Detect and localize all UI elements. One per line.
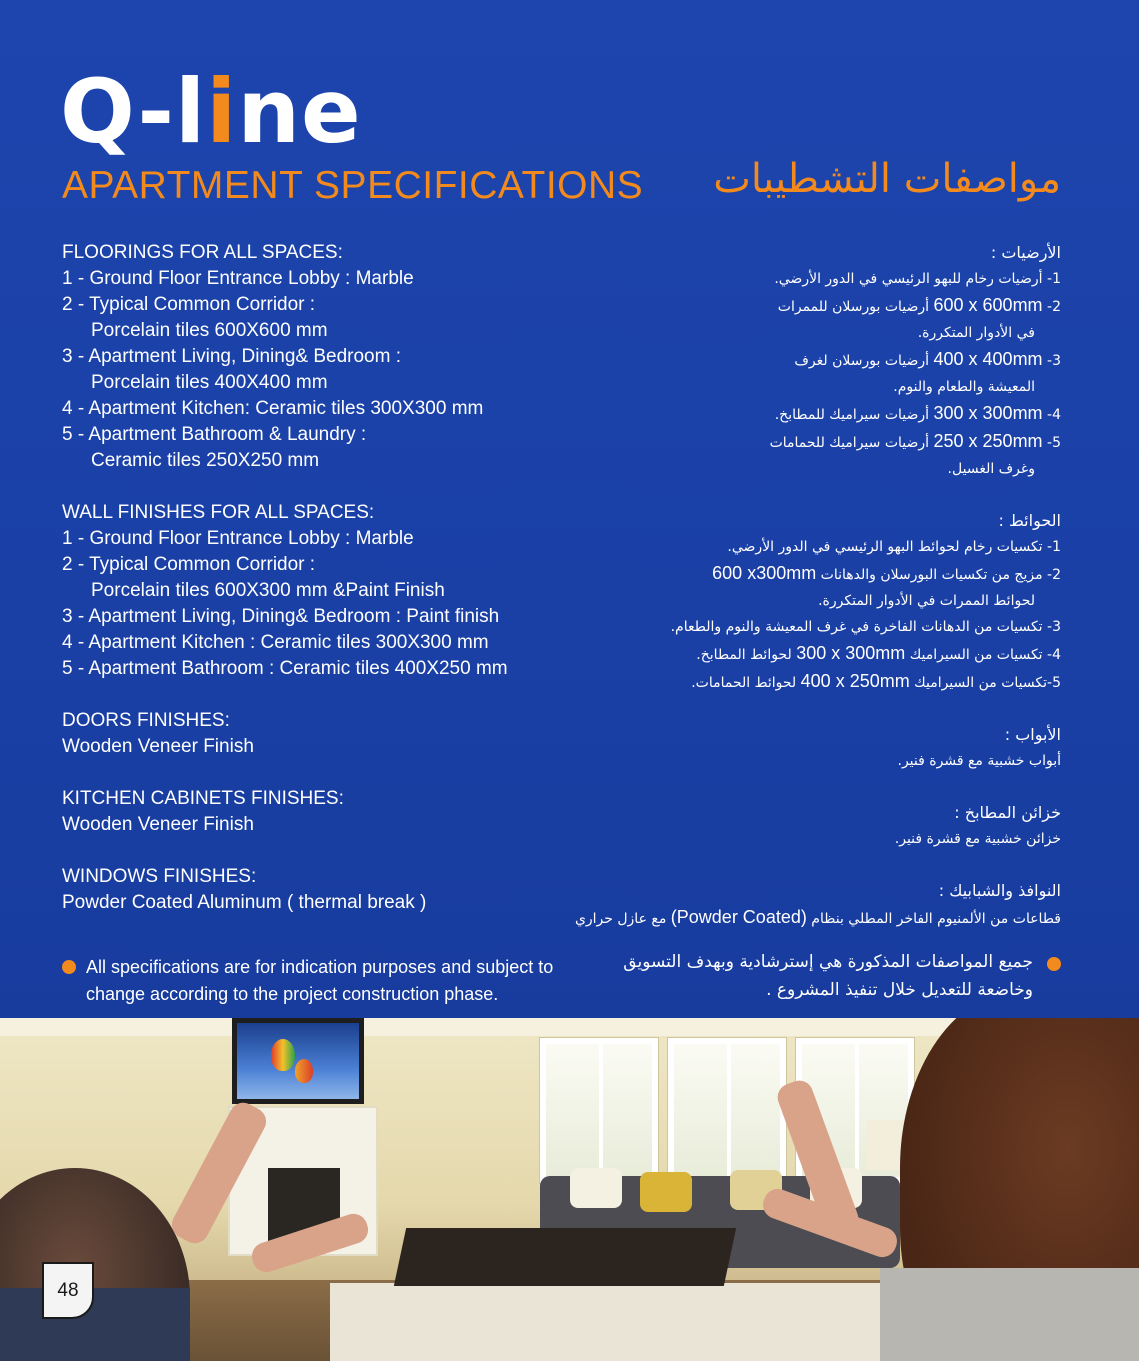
spec-line: 5 - Apartment Bathroom & Laundry : xyxy=(62,424,367,445)
spec-line-ar: 5-تكسيات من السيراميك 400 x 250mm لحوائط الحمامات. xyxy=(691,671,1061,691)
spec-line: Ceramic tiles 250X250 mm xyxy=(91,450,320,471)
spec-line: 3 - Apartment Living, Dining& Bedroom : Paint finish xyxy=(62,606,500,627)
photo-balloon xyxy=(295,1059,313,1083)
spec-line: 1 - Ground Floor Entrance Lobby : Marble xyxy=(62,528,414,549)
windows-value-ar: قطاعات من الألمنيوم الفاخر المطلي بنظام (Powder Coated) مع عازل حراري xyxy=(574,907,1061,927)
spec-line-ar: 3- تكسيات من الدهانات الفاخرة في غرف المعيشة والنوم والطعام. xyxy=(670,619,1061,635)
kitchen-value-ar: خزائن خشبية مع قشرة فنير. xyxy=(894,831,1061,847)
doors-heading: DOORS FINISHES: xyxy=(62,710,230,731)
kitchen-heading-ar: خزائن المطابخ : xyxy=(954,803,1061,822)
doors-value: Wooden Veneer Finish xyxy=(62,736,254,757)
doors-section-ar xyxy=(541,722,1061,774)
windows-heading-ar: النوافذ والشبابيك : xyxy=(938,881,1061,900)
photo-pillow xyxy=(570,1168,622,1208)
bullet-dot xyxy=(62,960,76,974)
photo-shirt-right xyxy=(880,1268,1139,1361)
spec-line-ar: 2- 600 x 600mm أرضيات بورسلان للممرات xyxy=(777,295,1061,315)
kitchen-heading: KITCHEN CABINETS FINISHES: xyxy=(62,788,344,809)
spec-line-ar: المعيشة والطعام والنوم. xyxy=(893,379,1035,395)
q-line-logo: Q-line xyxy=(60,60,362,163)
spec-line-ar: 2- مزيج من تكسيات البورسلان والدهانات 600 x300mm xyxy=(712,563,1061,583)
walls-heading-ar: الحوائط : xyxy=(998,511,1061,530)
spec-line-ar: 5- 250 x 250mm أرضيات سيراميك للحمامات xyxy=(769,431,1061,451)
specs-arabic xyxy=(541,240,1061,958)
spec-line-ar: 1- أرضيات رخام للبهو الرئيسي في الدور الأرضي. xyxy=(774,271,1061,287)
spec-line: 3 - Apartment Living, Dining& Bedroom : xyxy=(62,346,402,367)
kitchen-value: Wooden Veneer Finish xyxy=(62,814,254,835)
photo-tv xyxy=(232,1018,364,1104)
floorings-section-ar xyxy=(541,240,1061,482)
floorings-section-en xyxy=(62,240,562,474)
photo-balloon xyxy=(271,1039,295,1071)
windows-value: Powder Coated Aluminum ( thermal break ) xyxy=(62,892,427,913)
windows-section-ar xyxy=(541,878,1061,932)
spec-line-ar: 4- 300 x 300mm أرضيات سيراميك للمطابخ. xyxy=(774,403,1061,423)
page-number: 48 xyxy=(42,1262,94,1319)
spec-line: Porcelain tiles 600X300 mm &Paint Finish xyxy=(91,580,445,601)
bullet-dot xyxy=(1047,957,1061,971)
windows-heading: WINDOWS FINISHES: xyxy=(62,866,257,887)
page-title-ar: مواصفات التشطيبات xyxy=(713,156,1061,202)
photo-shirt-left xyxy=(0,1288,190,1361)
spec-line: 1 - Ground Floor Entrance Lobby : Marble xyxy=(62,268,414,289)
photo-pillow xyxy=(640,1172,692,1212)
disclaimer-line: All specifications are for indication purposes and subject to xyxy=(86,957,554,977)
disclaimer-line-ar: جميع المواصفات المذكورة هي إسترشادية وبهدف التسويق xyxy=(623,952,1033,972)
living-room-photo xyxy=(0,1018,1139,1361)
disclaimer-ar xyxy=(591,948,1061,1004)
spec-line: 2 - Typical Common Corridor : xyxy=(62,554,316,575)
floorings-heading: FLOORINGS FOR ALL SPACES: xyxy=(62,242,343,263)
spec-line: Porcelain tiles 600X600 mm xyxy=(91,320,328,341)
spec-line-ar: في الأدوار المتكررة. xyxy=(917,325,1035,341)
doors-heading-ar: الأبواب : xyxy=(1004,725,1061,744)
kitchen-section-en xyxy=(62,786,562,838)
walls-section-ar xyxy=(541,508,1061,696)
disclaimer-en xyxy=(62,954,602,1008)
photo-window xyxy=(540,1038,658,1183)
walls-section-en xyxy=(62,500,562,682)
kitchen-section-ar xyxy=(541,800,1061,852)
disclaimer-line-ar: وخاضعة للتعديل خلال تنفيذ المشروع . xyxy=(766,980,1033,1000)
spec-line: 5 - Apartment Bathroom : Ceramic tiles 400X250 mm xyxy=(62,658,508,679)
doors-section-en xyxy=(62,708,562,760)
spec-line-ar: وغرف الغسيل. xyxy=(947,461,1035,477)
disclaimer-line: change according to the project construction phase. xyxy=(86,984,499,1004)
photo-rug xyxy=(330,1283,890,1361)
spec-line: Porcelain tiles 400X400 mm xyxy=(91,372,328,393)
windows-section-en xyxy=(62,864,562,916)
specs-english xyxy=(62,240,562,942)
photo-window xyxy=(668,1038,786,1183)
spec-line: 4 - Apartment Kitchen: Ceramic tiles 300X300 mm xyxy=(62,398,484,419)
doors-value-ar: أبواب خشبية مع قشرة فنير. xyxy=(897,753,1061,769)
spec-line-ar: 1- تكسيات رخام لحوائط البهو الرئيسي في الدور الأرضي. xyxy=(727,539,1061,555)
page-title-en: APARTMENT SPECIFICATIONS xyxy=(62,164,644,207)
spec-line: 2 - Typical Common Corridor : xyxy=(62,294,316,315)
spec-line-ar: لحوائط الممرات في الأدوار المتكررة. xyxy=(818,593,1035,609)
photo-coffee-table xyxy=(394,1228,736,1286)
floorings-heading-ar: الأرضيات : xyxy=(990,243,1061,262)
spec-line-ar: 4- تكسيات من السيراميك 300 x 300mm لحوائط المطابخ. xyxy=(696,643,1061,663)
spec-line: 4 - Apartment Kitchen : Ceramic tiles 300X300 mm xyxy=(62,632,489,653)
walls-heading: WALL FINISHES FOR ALL SPACES: xyxy=(62,502,375,523)
spec-line-ar: 3- 400 x 400mm أرضيات بورسلان لغرف xyxy=(794,349,1061,369)
